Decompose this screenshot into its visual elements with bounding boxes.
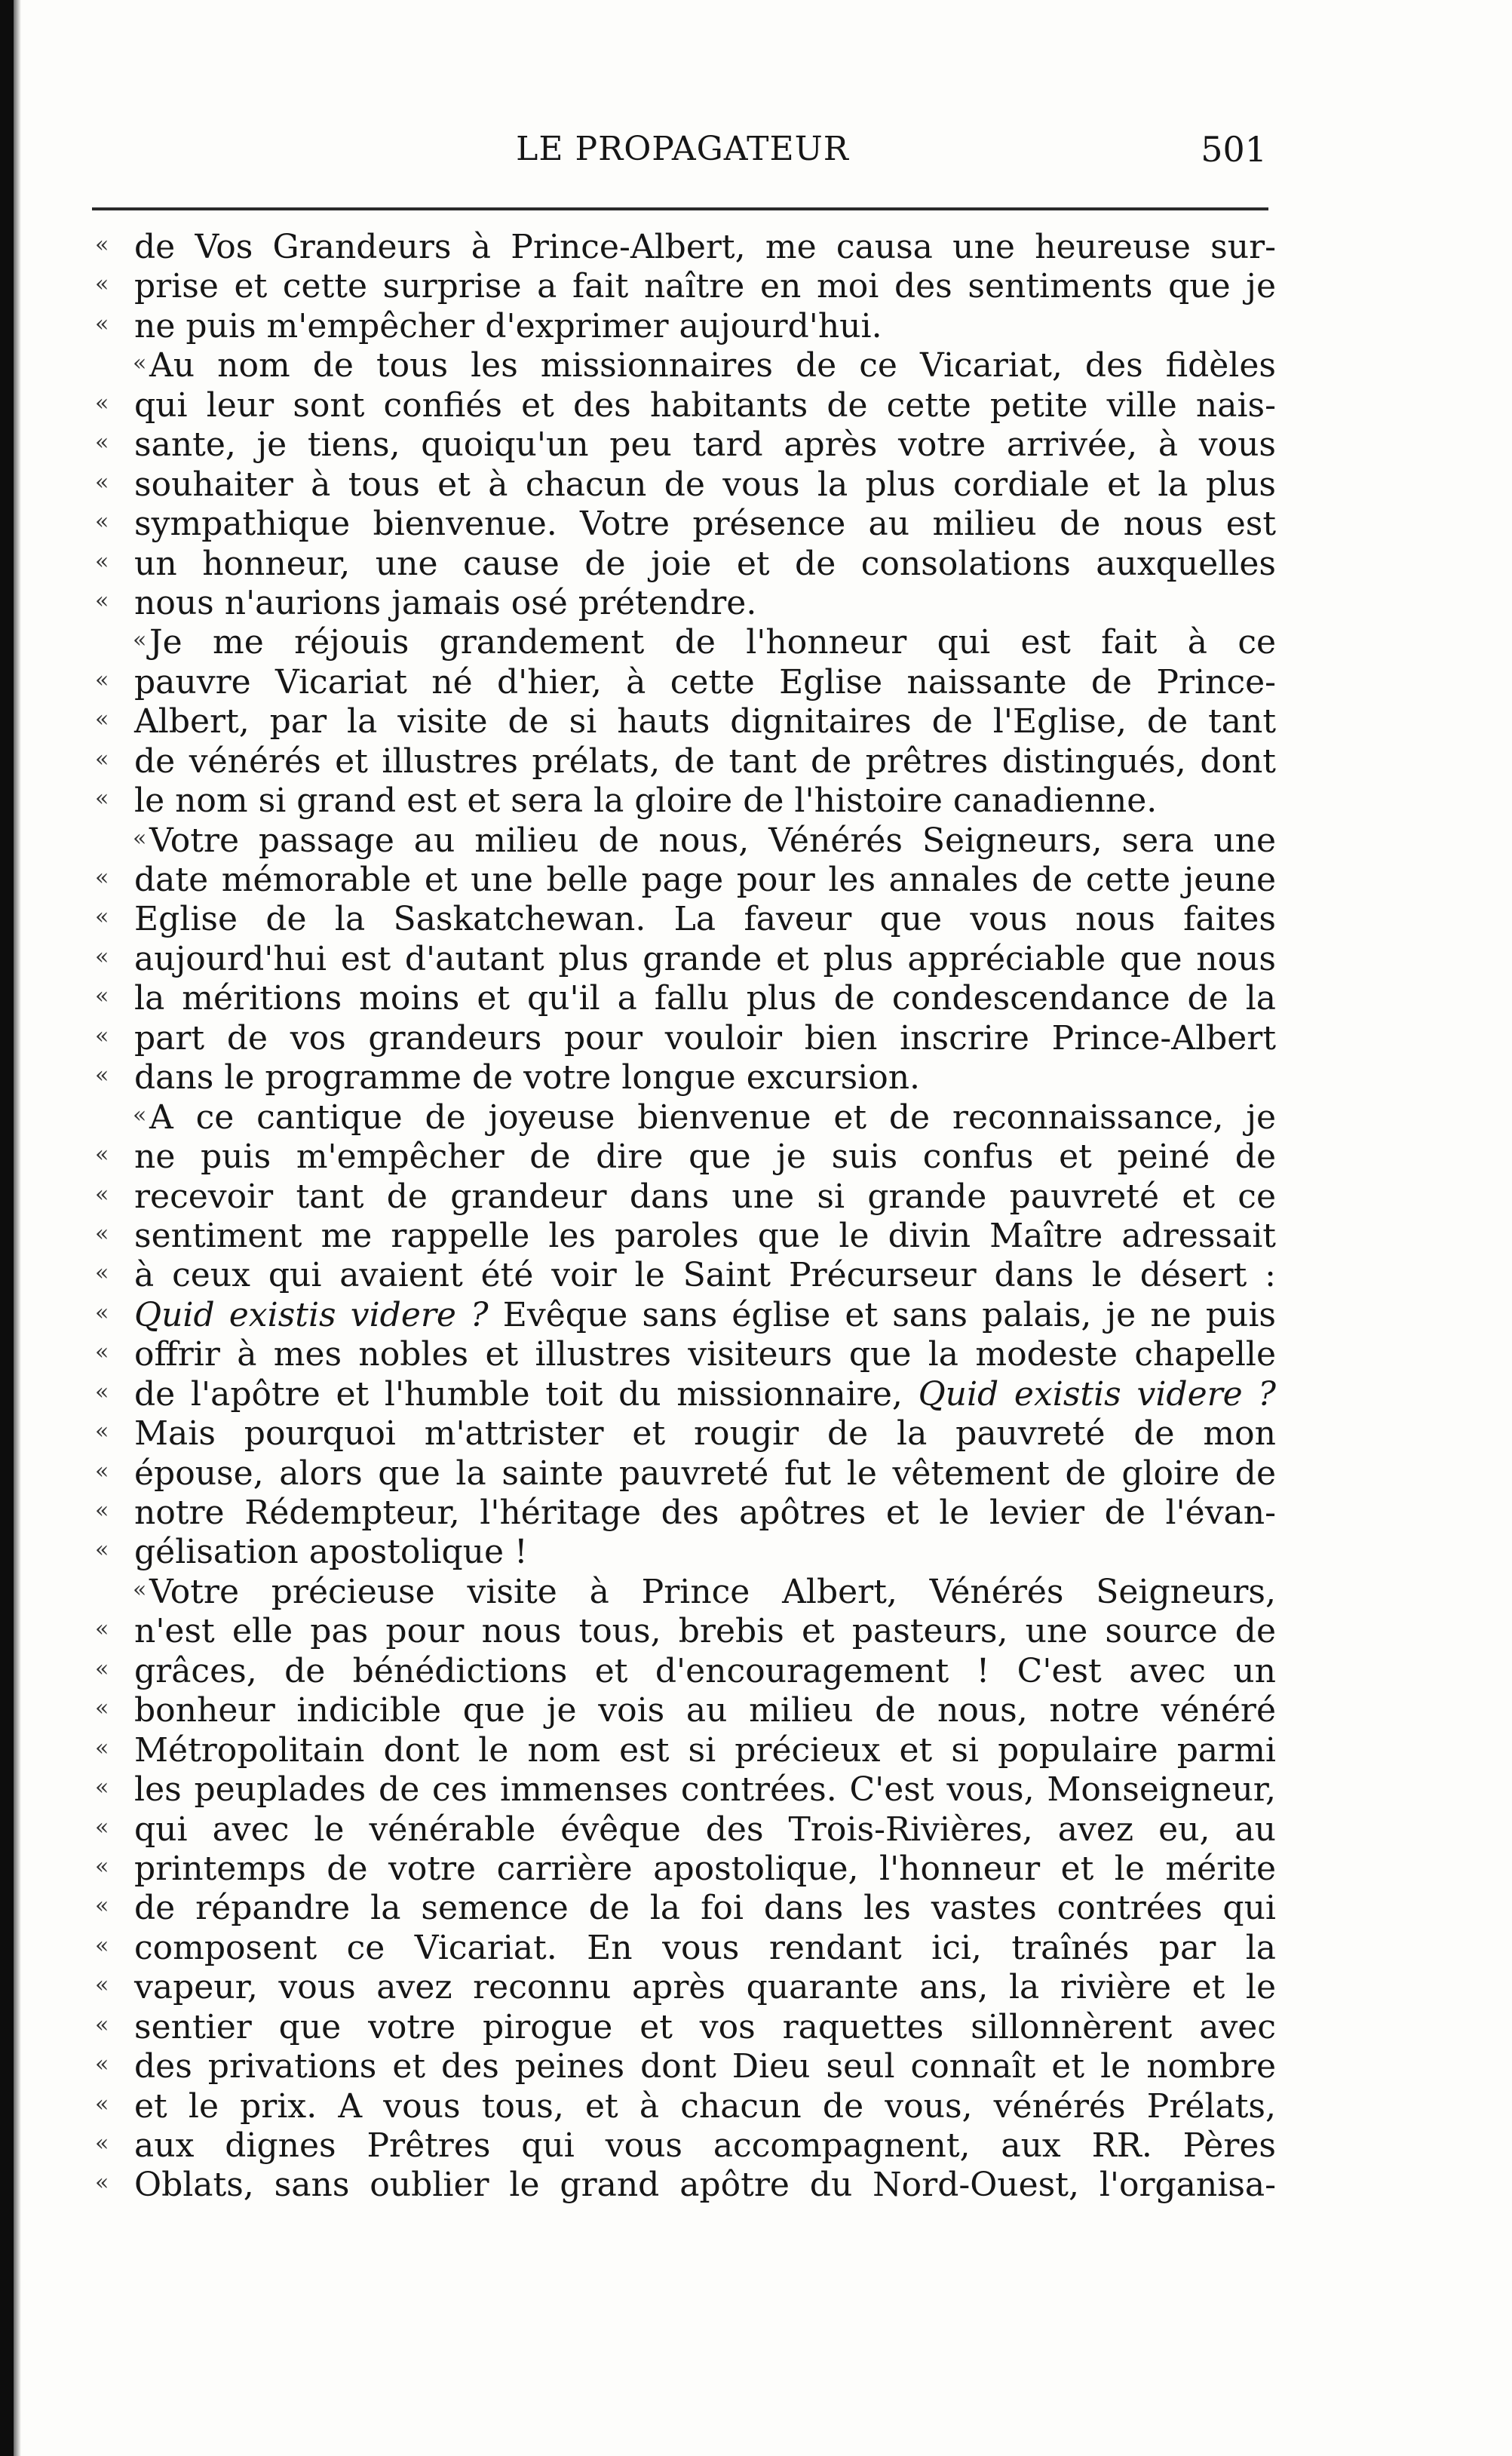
quote-mark: «	[133, 1576, 147, 1603]
line-text: Métropolitain dont le nom est si précieux et si populaire parmi	[134, 1730, 1276, 1770]
quote-mark: «	[95, 1141, 109, 1168]
line-text: à ceux qui avaient été voir le Saint Précurseur dans le désert :	[134, 1256, 1276, 1295]
text-line	[90, 1652, 1276, 1691]
text-line	[90, 1058, 1276, 1098]
quote-mark: «	[95, 2011, 109, 2038]
quote-mark: «	[95, 1180, 109, 1208]
line-text: Mais pourquoi m'attrister et rougir de la pauvreté de mon	[134, 1414, 1276, 1454]
quote-mark: «	[95, 1339, 109, 1366]
text-line	[90, 1612, 1276, 1651]
text-line	[90, 386, 1276, 425]
quote-mark: «	[95, 310, 109, 337]
text-line	[90, 346, 1276, 385]
text-line	[90, 2087, 1276, 2126]
quote-mark: «	[95, 2051, 109, 2078]
binding-edge	[0, 0, 14, 2456]
line-text: sentier que votre pirogue et vos raquettes sillonnèrent avec	[134, 2007, 1276, 2046]
quote-mark: «	[95, 1062, 109, 1089]
text-line	[90, 307, 1276, 346]
line-text: un honneur, une cause de joie et de consolations auxquelles	[134, 544, 1276, 583]
text-line	[90, 1019, 1276, 1058]
line-text: offrir à mes nobles et illustres visiteurs que la modeste chapelle	[134, 1335, 1276, 1374]
quote-mark: «	[95, 389, 109, 416]
line-text: de vénérés et illustres prélats, de tant de prêtres distingués, dont	[134, 741, 1276, 781]
quote-mark: «	[95, 983, 109, 1010]
line-text: pauvre Vicariat né d'hier, à cette Eglise naissante de Prince-	[134, 662, 1276, 701]
line-text: Evêque sans église et sans palais, je ne puis	[488, 1295, 1276, 1334]
quote-mark: «	[95, 706, 109, 733]
line-text: épouse, alors que la sainte pauvreté fut le vêtement de gloire de	[134, 1454, 1276, 1493]
quote-mark: «	[95, 1932, 109, 1959]
quote-mark: «	[95, 1655, 109, 1682]
quote-mark: «	[95, 2130, 109, 2157]
quote-mark: «	[95, 1972, 109, 1999]
line-text: gélisation apostolique !	[134, 1533, 528, 1572]
quote-mark: «	[133, 1101, 147, 1128]
quote-mark: «	[95, 1260, 109, 1287]
line-text: part de vos grandeurs pour vouloir bien inscrire Prince-Albert	[134, 1018, 1276, 1058]
line-text: la méritions moins et qu'il a fallu plus de condescendance de la	[134, 979, 1276, 1018]
quote-mark: «	[95, 508, 109, 536]
text-line	[90, 1137, 1276, 1177]
quote-mark: «	[95, 2169, 109, 2197]
text-line	[90, 1731, 1276, 1770]
quote-mark: «	[95, 1734, 109, 1761]
quote-mark: «	[95, 1893, 109, 1920]
quote-mark: «	[95, 429, 109, 456]
quote-mark: «	[95, 271, 109, 298]
text-line	[90, 2008, 1276, 2047]
line-text: prise et cette surprise a fait naître en moi des sentiments que je	[134, 267, 1276, 306]
line-text: aux dignes Prêtres qui vous accompagnent, aux RR. Pères	[134, 2126, 1276, 2165]
quote-mark: «	[95, 1378, 109, 1405]
quote-mark: «	[95, 2090, 109, 2117]
page-number: 501	[1201, 129, 1267, 170]
line-text: Votre passage au milieu de nous, Vénérés Seigneurs, sera une	[149, 821, 1276, 860]
line-text: Au nom de tous les missionnaires de ce Vicariat, des fidèles	[149, 346, 1276, 385]
text-line	[90, 228, 1276, 267]
quote-mark: «	[95, 1220, 109, 1247]
text-line	[90, 1929, 1276, 1968]
text-line	[90, 1375, 1276, 1414]
quote-mark: «	[95, 1853, 109, 1880]
line-text: nous n'aurions jamais osé prétendre.	[134, 583, 757, 622]
text-line	[90, 1850, 1276, 1889]
line-text: printemps de votre carrière apostolique, l'honneur et le mérite	[134, 1849, 1276, 1888]
line-text: vapeur, vous avez reconnu après quarante ans, la rivière et le	[134, 1968, 1276, 2007]
quote-mark: «	[95, 1022, 109, 1049]
line-text: composent ce Vicariat. En vous rendant ici, traînés par la	[134, 1928, 1276, 1967]
text-line	[90, 1770, 1276, 1810]
text-line	[90, 1296, 1276, 1335]
quote-mark: «	[95, 548, 109, 575]
quote-mark: «	[95, 1497, 109, 1524]
text-line	[90, 1889, 1276, 1928]
line-text: n'est elle pas pour nous tous, brebis et pasteurs, une source de	[134, 1612, 1276, 1651]
text-line	[90, 742, 1276, 781]
line-text: qui avec le vénérable évêque des Trois-Rivières, avez eu, au	[134, 1810, 1276, 1849]
line-text: de répandre la semence de la foi dans les vastes contrées qui	[134, 1889, 1276, 1928]
quote-mark: «	[95, 468, 109, 496]
line-text: et le prix. A vous tous, et à chacun de vous, vénérés Prélats,	[134, 2086, 1276, 2126]
text-line	[90, 2166, 1276, 2205]
line-text: bonheur indicible que je vois au milieu de nous, notre vénéré	[134, 1691, 1276, 1730]
line-text: Albert, par la visite de si hauts dignitaires de l'Eglise, de tant	[134, 702, 1276, 741]
text-line	[90, 584, 1276, 623]
body-text	[90, 228, 1276, 2206]
text-line	[90, 1256, 1276, 1295]
line-text: sante, je tiens, quoiqu'un peu tard après votre arrivée, à vous	[134, 425, 1276, 465]
line-text: aujourd'hui est d'autant plus grande et plus appréciable que nous	[134, 939, 1276, 978]
text-line	[90, 821, 1276, 861]
line-text: dans le programme de votre longue excursion.	[134, 1058, 921, 1098]
line-text: souhaiter à tous et à chacun de vous la plus cordiale et la plus	[134, 465, 1276, 504]
quote-mark: «	[95, 587, 109, 614]
line-text: recevoir tant de grandeur dans une si grande pauvreté et ce	[134, 1177, 1276, 1216]
quote-mark: «	[95, 1616, 109, 1643]
latin-quote: Quid existis videre ?	[134, 1295, 489, 1334]
quote-mark: «	[95, 943, 109, 970]
quote-mark: «	[133, 824, 147, 852]
quote-mark: «	[133, 627, 147, 654]
line-text: Eglise de la Saskatchewan. La faveur que vous nous faites	[134, 900, 1276, 939]
text-line	[90, 1810, 1276, 1850]
quote-mark: «	[95, 1537, 109, 1564]
text-line	[90, 940, 1276, 979]
line-text: qui leur sont confiés et des habitants de cette petite ville nais-	[134, 385, 1276, 425]
quote-mark: «	[95, 1774, 109, 1801]
text-line	[90, 1573, 1276, 1612]
text-line	[90, 465, 1276, 505]
text-line	[90, 1968, 1276, 2007]
line-text: Je me réjouis grandement de l'honneur qui est fait à ce	[149, 623, 1276, 662]
line-text: Votre précieuse visite à Prince Albert, Vénérés Seigneurs,	[149, 1572, 1276, 1611]
text-line	[90, 1533, 1276, 1572]
text-line	[90, 702, 1276, 741]
line-text: notre Rédempteur, l'héritage des apôtres et le levier de l'évan-	[134, 1494, 1276, 1532]
text-line	[90, 1414, 1276, 1454]
line-text: de l'apôtre et l'humble toit du missionnaire,	[134, 1374, 919, 1414]
line-text: sympathique bienvenue. Votre présence au milieu de nous est	[134, 505, 1276, 544]
page-header	[98, 127, 1267, 172]
text-line	[90, 2126, 1276, 2166]
text-line	[90, 1098, 1276, 1137]
text-line	[90, 425, 1276, 465]
quote-mark: «	[95, 864, 109, 891]
latin-quote: Quid existis videre ?	[918, 1374, 1276, 1414]
text-line	[90, 267, 1276, 306]
quote-mark: «	[133, 350, 147, 377]
text-line	[90, 1177, 1276, 1217]
line-text: ne puis m'empêcher d'exprimer aujourd'hui.	[134, 306, 882, 345]
line-text: sentiment me rappelle les paroles que le divin Maître adressait	[134, 1216, 1276, 1255]
line-text: date mémorable et une belle page pour les annales de cette jeune	[134, 861, 1276, 899]
quote-mark: «	[95, 666, 109, 693]
line-text: grâces, de bénédictions et d'encouragement ! C'est avec un	[134, 1651, 1276, 1690]
text-line	[90, 505, 1276, 544]
text-line	[90, 1454, 1276, 1494]
header-rule	[92, 207, 1268, 210]
quote-mark: «	[95, 1299, 109, 1326]
text-line	[90, 545, 1276, 584]
quote-mark: «	[95, 1695, 109, 1722]
quote-mark: «	[95, 1813, 109, 1840]
quote-mark: «	[95, 232, 109, 258]
quote-mark: «	[95, 904, 109, 931]
line-text: le nom si grand est et sera la gloire de l'histoire canadienne.	[134, 781, 1158, 821]
running-title: LE PROPAGATEUR	[516, 130, 849, 168]
quote-mark: «	[95, 1457, 109, 1484]
text-line	[90, 1217, 1276, 1256]
quote-mark: «	[95, 1418, 109, 1445]
text-line	[90, 900, 1276, 939]
line-text: ne puis m'empêcher de dire que je suis confus et peiné de	[134, 1137, 1276, 1177]
text-line	[90, 781, 1276, 821]
text-line	[90, 663, 1276, 702]
line-text: A ce cantique de joyeuse bienvenue et de reconnaissance, je	[149, 1098, 1276, 1137]
text-line	[90, 623, 1276, 662]
line-text: des privations et des peines dont Dieu seul connaît et le nombre	[134, 2047, 1276, 2086]
text-line	[90, 979, 1276, 1018]
line-text: de Vos Grandeurs à Prince-Albert, me causa une heureuse sur-	[134, 228, 1276, 266]
text-line	[90, 861, 1276, 900]
text-line	[90, 1494, 1276, 1533]
text-line	[90, 2047, 1276, 2086]
line-text: les peuplades de ces immenses contrées. C'est vous, Monseigneur,	[134, 1770, 1276, 1810]
line-text: Oblats, sans oublier le grand apôtre du Nord-Ouest, l'organisa-	[134, 2166, 1276, 2205]
quote-mark: «	[95, 745, 109, 772]
quote-mark: «	[95, 785, 109, 812]
text-line	[90, 1691, 1276, 1730]
text-line	[90, 1335, 1276, 1374]
